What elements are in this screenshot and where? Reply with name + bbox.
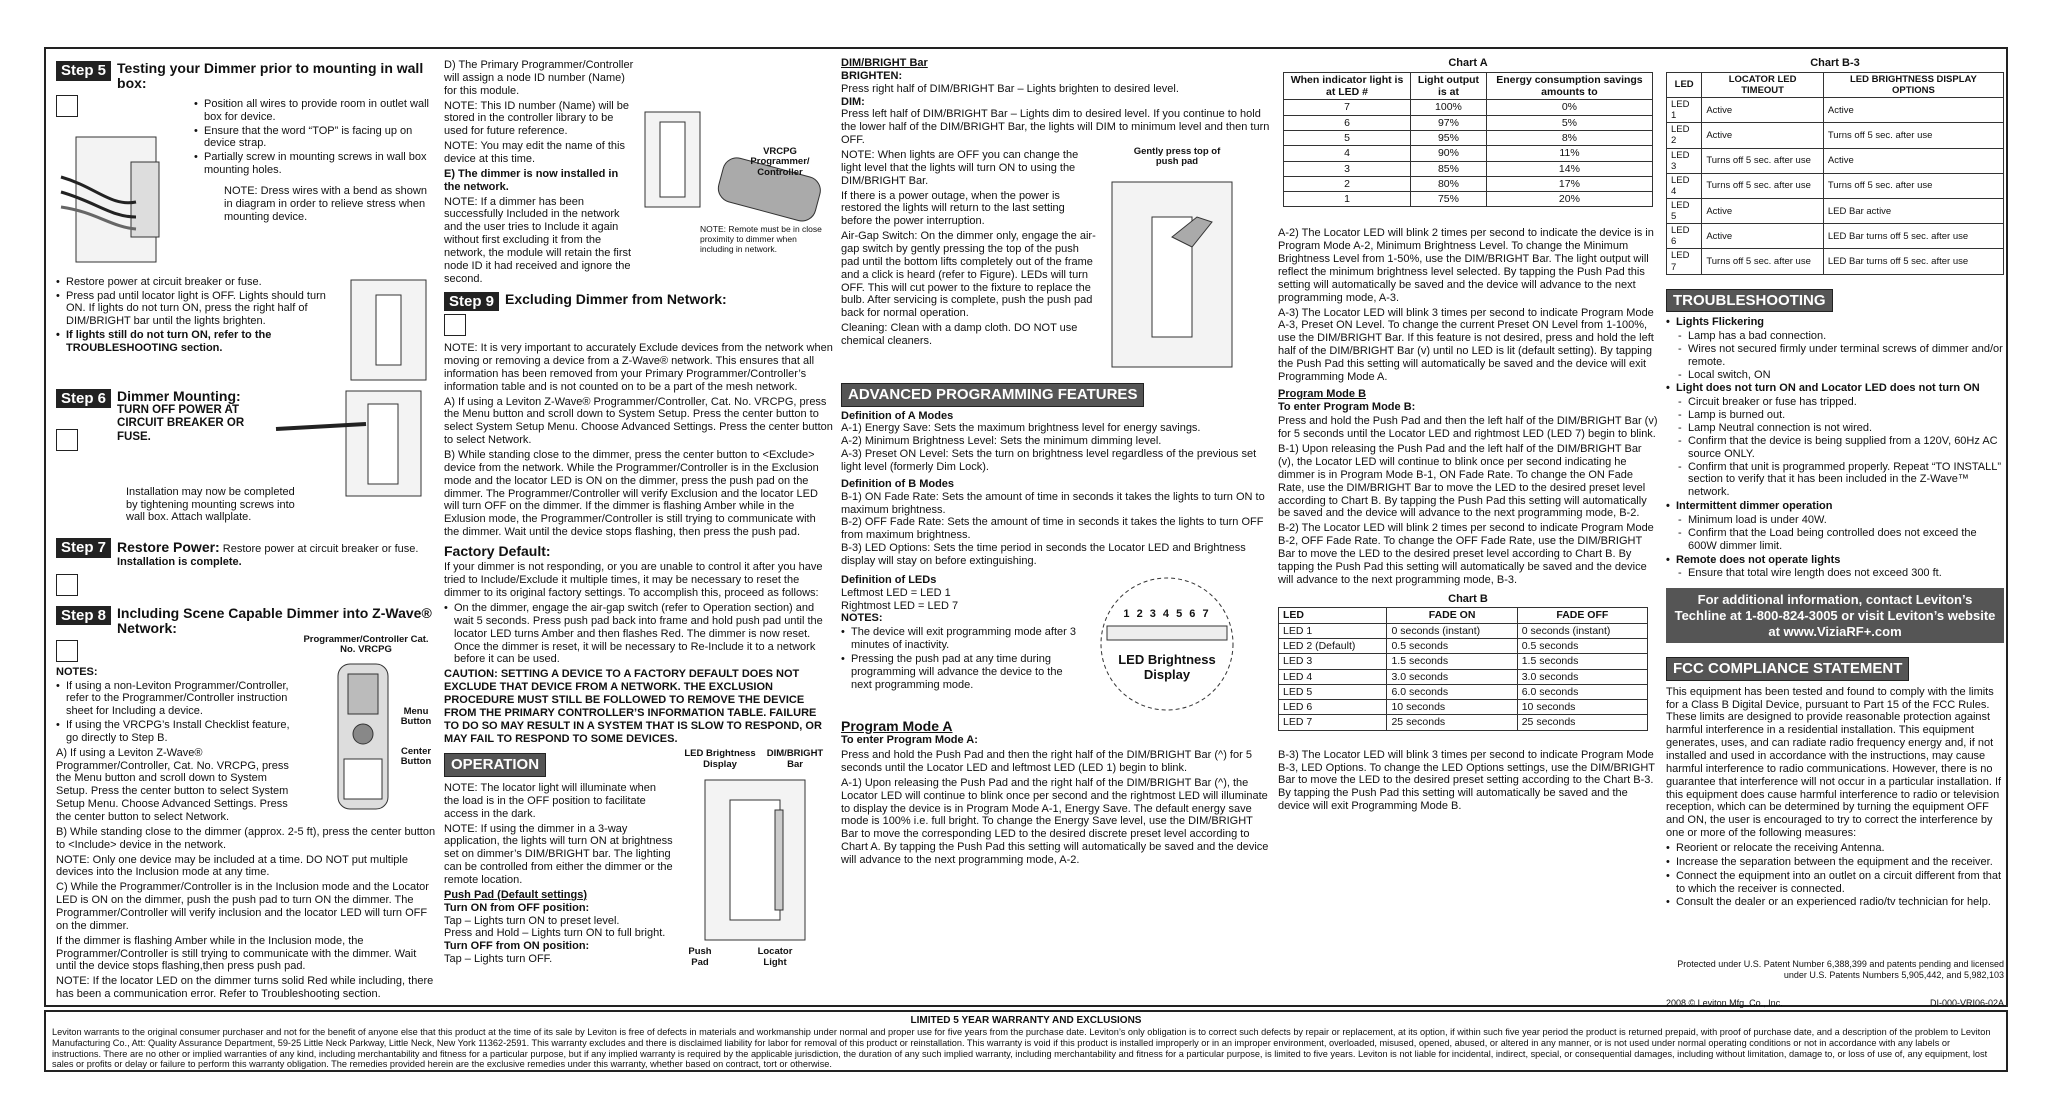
chart-a-cell: 0%: [1486, 100, 1652, 115]
led-brightness-display-diagram: [1082, 574, 1252, 714]
step5-header: [56, 61, 436, 92]
dim-heading: DIM:: [841, 95, 865, 108]
factory-default-heading: Factory Default:: [444, 543, 551, 560]
center-button-label: Center Button: [400, 745, 432, 768]
trouble-1-item: - Wires not secured firmly under terminal screws of dimmer and/or remote.: [1678, 343, 2004, 369]
turn-on-hold: Press and Hold – Lights turn ON to full bright.: [444, 927, 666, 940]
chart-b3-row: [1667, 224, 2004, 249]
step7-header: [56, 538, 436, 571]
chart-b-row: [1279, 669, 1648, 684]
caution-text: CAUTION: SETTING A DEVICE TO A FACTORY DEFAULT DOES NOT EXCLUDE THAT DEVICE FROM A NETWORK. THE EXCLUSION PROCEDURE MUST STILL BE FOLLOWED TO REMOVE THE DEVICE FROM THE PRIMARY CONTROLLER’S INFORMATION TABLE. FAILURE TO DO SO MAY RESULT IN A SYSTEM THAT IS SLOW TO RESPOND, OR MAY FAIL TO RESPOND TO SOME DEVICES.: [444, 668, 822, 745]
trouble-2-item: - Confirm that unit is programmed properly. Repeat “TO INSTALL” section to verify that it has been included in the Z-Wave™ network.: [1678, 461, 2004, 500]
chart-a-cell: 4: [1284, 146, 1411, 161]
led-display-label: LED Brightness Display: [684, 748, 756, 770]
chart-b-cell: 6.0 seconds: [1517, 684, 1647, 699]
locator-light-label: Locator Light: [757, 946, 793, 968]
chart-b-cell: 10 seconds: [1387, 700, 1517, 715]
brighten-heading: BRIGHTEN:: [841, 69, 903, 82]
chart-b-cell: LED 2 (Default): [1279, 639, 1387, 654]
column-2: [444, 57, 834, 972]
prog-notes-heading: NOTES:: [841, 612, 883, 625]
step8-header: [56, 606, 436, 637]
chart-b3-cell: Turns off 5 sec. after use: [1823, 173, 2003, 198]
step8-c-note: NOTE: If the locator LED on the dimmer turns solid Red while including, there has been a communication error. Refer to Troubleshooting section.: [56, 975, 434, 1001]
led-numbers: 1 2 3 4 5 6 7: [1123, 607, 1211, 620]
chart-b3-row: [1667, 198, 2004, 223]
chart-b-cell: 0 seconds (instant): [1517, 623, 1647, 638]
led-display-caption: LED Brightness Display: [1118, 651, 1216, 683]
chart-b3-table: [1666, 72, 2004, 275]
chart-b-cell: 0.5 seconds: [1387, 639, 1517, 654]
mode-b2: B-2) The Locator LED will blink 2 times per second to indicate Program Mode B-2, OFF Fade Rate. To change the OFF Fade Rate, use the DIM/BRIGHT Bar to move the LED to the desired preset level according to Chart B. By tapping the Push Pad this setting will automatically be saved and the device will advance to the next programming mode, B-3.: [1278, 522, 1654, 586]
wallbox-wiring-diagram: [56, 117, 186, 267]
step8-tag: Step 8: [56, 606, 111, 626]
push-pad-label: Push Pad: [688, 946, 712, 968]
dim-note: NOTE: When lights are OFF you can change the light level that the lights will turn ON to using the DIM/BRIGHT Bar.: [841, 149, 1079, 187]
step6-title: Dimmer Mounting:: [117, 387, 241, 404]
chart-a-cell: 75%: [1411, 192, 1487, 207]
chart-b-title: Chart B: [1448, 592, 1488, 605]
operation-heading: OPERATION: [444, 753, 546, 777]
step8-d-note2: NOTE: You may edit the name of this device at this time.: [444, 140, 625, 166]
troubleshooting-heading: TROUBLESHOOTING: [1666, 289, 1833, 313]
dimmer-wallplate-diagram: [336, 275, 436, 385]
mode-b3: B-3) The Locator LED will blink 3 times per second to indicate Program Mode B-3, LED Options. To change the LED Options settings, use the DIM/BRIGHT Bar to move the LED to the desired preset setting according to the Chart B-3. By tapping the Push Pad this setting will automatically be saved and the device will exit Programming Mode B.: [1278, 748, 1655, 813]
trouble-1-item: - Lamp has a bad connection.: [1678, 330, 2004, 343]
def-b2: B-2) OFF Fade Rate: Sets the amount of time in seconds it takes the lights to turn OFF from maximum brightness.: [841, 516, 1264, 542]
chart-a-header: Light output is at: [1411, 72, 1487, 100]
chart-b3-cell: Active: [1702, 123, 1824, 148]
step5-bullet: • Position all wires to provide room in outlet wall box for device.: [194, 98, 436, 124]
mode-a3: A-3) The Locator LED will blink 3 times per second to indicate Program Mode A-3, Preset ON Level. To change the current Preset ON Level from 1-100%, use the DIM/BRIGHT Bar. If this feature is not desired, press and hold the left half of the DIM/BRIGHT Bar (v) until no LED is lit (default setting). By tapping the Push Pad this setting will automatically be saved and the device will exit Programming Mode A.: [1278, 306, 1654, 383]
chart-b3-header: LED BRIGHTNESS DISPLAY OPTIONS: [1823, 72, 2003, 97]
step5-title: Testing your Dimmer prior to mounting in wall box:: [117, 60, 424, 92]
step8-b-note: NOTE: Only one device may be included at a time. DO NOT put multiple devices into the Inclusion mode at any time.: [56, 853, 408, 879]
step5-bullet: • Ensure that the word “TOP” is facing up on device strap.: [194, 125, 436, 151]
power-outage-text: If there is a power outage, when the power is restored the lights will return to the last setting before the power interruption.: [841, 189, 1065, 228]
step7-text: Restore power at circuit breaker or fuse.: [222, 543, 419, 556]
turn-on-tap: Tap – Lights turn ON to preset level.: [444, 914, 620, 927]
program-mode-b-enter-heading: To enter Program Mode B:: [1278, 400, 1416, 413]
step5-tag: Step 5: [56, 61, 111, 81]
step8-checkbox[interactable]: [56, 640, 78, 662]
trouble-3-item: - Minimum load is under 40W.: [1678, 514, 2004, 527]
chart-b-row: [1279, 684, 1648, 699]
chart-a-cell: 3: [1284, 161, 1411, 176]
chart-b-header: LED: [1279, 608, 1387, 623]
turn-on-heading: Turn ON from OFF position:: [444, 901, 590, 914]
chart-b3-cell: Turns off 5 sec. after use: [1823, 123, 2003, 148]
dim-bright-label: DIM/BRIGHT Bar: [766, 748, 824, 770]
operation-note2: NOTE: If using the dimmer in a 3-way application, the lights will turn ON at brightness set on dimmer’s DIM/BRIGHT bar. The lighting can be controlled from either the dimmer or the remote location.: [444, 822, 673, 887]
chart-b-row: [1279, 623, 1648, 638]
step8-c: C) While the Programmer/Controller is in the Inclusion mode and the Locator LED is ON on the dimmer, push the push pad to turn ON the dimmer. The Programmer/Controller will verify inclusion and the locator LED will turn OFF on the dimmer.: [56, 881, 429, 932]
chart-b3-header: LOCATOR LED TIMEOUT: [1702, 72, 1824, 97]
step6-text: Installation may now be completed by tightening mounting screws into wall box. Attach wallplate.: [126, 485, 295, 524]
fcc-item: • Consult the dealer or an experienced radio/tv technician for help.: [1666, 896, 2004, 909]
trouble-3-item: - Confirm that the Load being controlled does not exceed the 600W dimmer limit.: [1678, 527, 2004, 553]
def-led2: Rightmost LED = LED 7: [841, 599, 959, 612]
trouble-1-heading: • Lights Flickering: [1666, 316, 2004, 329]
step8-title: Including Scene Capable Dimmer into Z-Wave® Network:: [117, 604, 432, 637]
trouble-2-item: - Lamp Neutral connection is not wired.: [1678, 422, 2004, 435]
step7-title: Restore Power:: [117, 539, 220, 556]
def-b3: B-3) LED Options: Sets the time period in seconds the Locator LED and Brightness display will stay on before extinguishing.: [841, 542, 1246, 568]
document-number: DI-000-VRI06-02A: [1929, 998, 2004, 1009]
advanced-programming-heading: ADVANCED PROGRAMMING FEATURES: [841, 383, 1144, 407]
dimmer-mounting-diagram: [266, 389, 436, 499]
fcc-item: • Reorient or relocate the receiving Antenna.: [1666, 842, 2004, 855]
chart-b3-cell: Active: [1823, 148, 2003, 173]
column-1: [56, 57, 436, 1003]
program-mode-a-enter-heading: To enter Program Mode A:: [841, 734, 978, 747]
chart-b3-cell: Active: [1702, 198, 1824, 223]
chart-a-cell: 17%: [1486, 176, 1652, 191]
step6-tag: Step 6: [56, 389, 111, 409]
chart-b3-cell: LED 3: [1667, 148, 1702, 173]
chart-b3-cell: Active: [1702, 98, 1824, 123]
step5-bullet2: • Restore power at circuit breaker or fuse.: [56, 276, 330, 289]
step9-header: [444, 292, 834, 312]
step8-note: • If using the VRCPG’s Install Checklist feature, go directly to Step B.: [56, 719, 296, 745]
chart-b-cell: 25 seconds: [1387, 715, 1517, 730]
column-4: [1278, 57, 1658, 815]
chart-b-row: [1279, 639, 1648, 654]
step8-d: D) The Primary Programmer/Controller will assign a node ID number (Name) for this module.: [444, 59, 634, 97]
chart-a-row: [1284, 100, 1653, 115]
chart-a-cell: 8%: [1486, 130, 1652, 145]
chart-b-cell: 10 seconds: [1517, 700, 1647, 715]
step6-checkbox[interactable]: [56, 429, 78, 451]
programmer-label: Programmer/Controller Cat. No. VRCPG: [303, 633, 429, 656]
step8-d-note1: NOTE: This ID number (Name) will be stored in the controller library to be used for future reference.: [444, 99, 630, 138]
trouble-3-heading: • Intermittent dimmer operation: [1666, 500, 2004, 513]
column-3: [841, 57, 1271, 869]
air-gap-diagram: [1102, 177, 1272, 377]
step9-tag: Step 9: [444, 292, 499, 312]
chart-b-header: FADE ON: [1387, 608, 1517, 623]
chart-b3-row: [1667, 148, 2004, 173]
program-mode-a-heading: Program Mode A: [841, 717, 953, 734]
def-led-heading: Definition of LEDs: [841, 573, 937, 586]
chart-b-cell: LED 4: [1279, 669, 1387, 684]
step8-a: A) If using a Leviton Z-Wave® Programmer/Controller, Cat. No. VRCPG, press the Menu button and scroll down to System Setup. Press the center button to select System Setup Menu. Choose Advanced Settings. Press the center button to select Network.: [56, 746, 289, 824]
warranty-title: LIMITED 5 YEAR WARRANTY AND EXCLUSIONS: [910, 1015, 1142, 1026]
dim-text: Press left half of DIM/BRIGHT Bar – Lights dim to desired level. If you continue to hold the lower half of the DIM/BRIGHT Bar, the lights will DIM to minimum level and then turn OFF.: [841, 108, 1270, 147]
turn-off-tap: Tap – Lights turn OFF.: [444, 953, 553, 966]
programmer-controller-diagram: [296, 659, 436, 819]
patent-text: Protected under U.S. Patent Number 6,388,399 and patents pending and licensed under U.S. Patents Numbers 5,905,442, and 5,982,103: [1677, 959, 2004, 980]
program-mode-a-enter: Press and hold the Push Pad and then the right half of the DIM/BRIGHT Bar (^) for 5 seconds until the Locator LED and leftmost LED (LED 1) begin to blink.: [841, 749, 1252, 774]
chart-a-cell: 85%: [1411, 161, 1487, 176]
def-a-heading: Definition of A Modes: [841, 409, 954, 422]
chart-b3-cell: LED 7: [1667, 249, 1702, 274]
chart-b3-cell: LED 5: [1667, 198, 1702, 223]
step7-tag: Step 7: [56, 538, 111, 558]
chart-b-cell: 1.5 seconds: [1517, 654, 1647, 669]
chart-b3-row: [1667, 98, 2004, 123]
techline-banner: For additional information, contact Leviton’s Techline at 1-800-824-3005 or visit Leviton’s website at www.ViziaRF+.com: [1666, 588, 2004, 643]
chart-b3-cell: Turns off 5 sec. after use: [1702, 249, 1824, 274]
fcc-item: • Connect the equipment into an outlet on a circuit different from that to which the receiver is connected.: [1666, 870, 2004, 896]
gently-press-label: Gently press top of push pad: [1133, 146, 1221, 168]
chart-b3-title: Chart B-3: [1810, 57, 1860, 69]
step9-b: B) While standing close to the dimmer, press the center button to <Exclude> device from the network. While the Programmer/Controller is in the Exclusion mode and the locator LED is ON on the dimmer, press the push pad on the dimmer. The Programmer/Controller will verify Exclusion and the locator LED will turn OFF on the dimmer. If the dimmer is flashing Amber while in the Exlusion mode, the Programmer/Controller is still trying to communicate with the dimmer. Wait until the device stops flashing, then press the push pad.: [444, 449, 819, 539]
chart-a-cell: 14%: [1486, 161, 1652, 176]
cleaning-text: Cleaning: Clean with a damp cloth. DO NOT use chemical cleaners.: [841, 322, 1078, 348]
warranty-text: Leviton warrants to the original consumer purchaser and not for the benefit of anyone else that this product at the time of its sale by Leviton is free of defects in materials and workmanship under normal and proper use for five years from the purchase date. Leviton’s only obligation is to correct such defects by repair or replacement, at its option, if within such five year period the product is returned prepaid, with proof of purchase date, and a description of the problem to Leviton Manufacturing Co., Att: Quality Assurance Department, 59-25 Little Neck Parkway, Little Neck, New York 11362-2591. This warranty excludes and there is disclaimed liability for labor for removal of this product or reinstallation. This warranty is void if this product is installed improperly or in an improper environment, overloaded, misused, opened, abused, or altered in any manner, or is not used under normal operating conditions or not in accordance with any labels or instructions. There are no other or implied warranties of any kind, including merchantability and fitness for a particular purpose, but if any implied warranty is required by the applicable jurisdiction, the duration of any such implied warranty, including merchantability and fitness for a particular purpose, is limited to five years. Leviton is not liable for incidental, indirect, special, or consequential damages, including without limitation, damage to, or loss of use of, any equipment, lost sales or profits or delay or failure to perform this warranty obligation. The remedies provided herein are the exclusive remedies under this warranty, whether based on contract, tort or otherwise.: [52, 1026, 1991, 1070]
mode-a2: A-2) The Locator LED will blink 2 times per second to indicate the device is in Program Mode A-2, Minimum Brightness Level. To change the Minimum Brightness Level from 1-50%, use the DIM/BRIGHT Bar. The light output will reflect the minimum brightness level selected. By tapping the Push Pad this setting will automatically be saved and the device will advance to the next programming mode, A-3.: [1278, 227, 1654, 304]
chart-b3-header: LED: [1667, 72, 1702, 97]
def-a3: A-3) Preset ON Level: Sets the turn on brightness level regardless of the previous set light level (formerly Dim Lock).: [841, 448, 1257, 473]
step5-bullet: • Partially screw in mounting screws in wall box mounting holes.: [194, 151, 436, 177]
step9-checkbox[interactable]: [444, 314, 466, 336]
step6-header: [56, 389, 436, 499]
step7-checkbox[interactable]: [56, 574, 78, 596]
step9-note: NOTE: It is very important to accurately Exclude devices from the network when moving or removing a device from a Z-Wave® network. This ensures that all information has been removed from your Primary Programmer/Controller’s information table and is not counted on to be a part of the mesh network.: [444, 342, 833, 393]
prog-note: • Pressing the push pad at any time during programming will advance the device to the next programming mode.: [841, 653, 1076, 692]
prog-note: • The device will exit programming mode after 3 minutes of inactivity.: [841, 626, 1076, 652]
chart-a-row: [1284, 192, 1653, 207]
chart-b-row: [1279, 700, 1648, 715]
chart-b-cell: 6.0 seconds: [1387, 684, 1517, 699]
vrcpg-label: VRCPG Programmer/ Controller: [750, 146, 810, 178]
instruction-sheet: [44, 47, 2008, 1007]
step8-e: E) The dimmer is now installed in the network.: [444, 167, 619, 193]
chart-a-cell: 95%: [1411, 130, 1487, 145]
remote-proximity-note: NOTE: Remote must be in close proximity to dimmer when including in network.: [700, 224, 822, 254]
fcc-item: • Increase the separation between the equipment and the receiver.: [1666, 856, 2004, 869]
chart-a-cell: 2: [1284, 176, 1411, 191]
chart-b3-cell: LED 6: [1667, 224, 1702, 249]
chart-a-row: [1284, 146, 1653, 161]
chart-a-cell: 20%: [1486, 192, 1652, 207]
program-mode-a1: A-1) Upon releasing the Push Pad and the right half of the DIM/BRIGHT Bar (^), the Locator LED will continue to blink once per second and the rightmost LED will illuminate to display the device is in Program Mode A-1, Energy Save. The default energy save mode is 100% i.e. full bright. To change the Energy Save level, use the DIM/BRIGHT Bar to move the corresponding LED to the desired discrete preset level according to Chart A. By tapping the Push Pad this setting will automatically be saved and the device will advance to the next programming mode, A-2.: [841, 776, 1269, 866]
chart-a-table: [1283, 72, 1653, 208]
chart-a-cell: 80%: [1411, 176, 1487, 191]
operation-note1: NOTE: The locator light will illuminate when the load is in the OFF position to facilitate access in the dark.: [444, 782, 656, 820]
fcc-heading: FCC COMPLIANCE STATEMENT: [1666, 657, 1909, 681]
chart-b-cell: 0 seconds (instant): [1387, 623, 1517, 638]
chart-b3-cell: Turns off 5 sec. after use: [1702, 173, 1824, 198]
chart-b-cell: 3.0 seconds: [1517, 669, 1647, 684]
chart-b-table: [1278, 607, 1648, 730]
chart-b3-cell: Active: [1702, 224, 1824, 249]
chart-b3-cell: LED Bar active: [1823, 198, 2003, 223]
chart-a-row: [1284, 115, 1653, 130]
push-pad-heading: Push Pad (Default settings): [444, 888, 588, 901]
chart-b3-row: [1667, 173, 2004, 198]
menu-button-label: Menu Button: [400, 705, 432, 728]
dim-bright-heading: DIM/BRIGHT Bar: [841, 57, 928, 69]
trouble-2-item: - Lamp is burned out.: [1678, 409, 2004, 422]
chart-b3-row: [1667, 249, 2004, 274]
chart-a-header: Energy consumption savings amounts to: [1486, 72, 1652, 100]
chart-b-cell: LED 7: [1279, 715, 1387, 730]
step5-warning: • If lights still do not turn ON, refer to the TROUBLESHOOTING section.: [56, 329, 330, 355]
chart-a-cell: 11%: [1486, 146, 1652, 161]
program-mode-b-heading: Program Mode B: [1278, 387, 1367, 400]
chart-a-row: [1284, 176, 1653, 191]
chart-a-header: When indicator light is at LED #: [1284, 72, 1411, 100]
def-b1: B-1) ON Fade Rate: Sets the amount of time in seconds it takes the lights to turn ON to maximum brightness.: [841, 490, 1265, 516]
chart-a-cell: 6: [1284, 115, 1411, 130]
chart-a-cell: 1: [1284, 192, 1411, 207]
step7-complete: Installation is complete.: [117, 556, 242, 569]
chart-a-cell: 5: [1284, 130, 1411, 145]
step8-e-note: NOTE: If a dimmer has been successfully Included in the network and the user tries to Include it again without first excluding it from the network, the module will retain the first node ID it had received and ignore the second.: [444, 195, 632, 285]
trouble-2-item: - Confirm that the device is being supplied from a 120V, 60Hz AC source ONLY.: [1678, 435, 2004, 461]
copyright-text: 2008 © Leviton Mfg. Co., Inc.: [1666, 998, 1783, 1009]
step8-c2: If the dimmer is flashing Amber while in the Inclusion mode, the Programmer/Controller is still trying to communicate with the dimmer. Wait until the device stops flashing,then press push pad.: [56, 934, 417, 973]
turn-off-heading: Turn OFF from ON position:: [444, 940, 590, 953]
mode-b1: B-1) Upon releasing the Push Pad and the left half of the DIM/BRIGHT Bar (v), the Locator LED will continue to blink once per second indicating he dimmer is in Program Mode B-1, ON Fade Rate. To change the ON Fade Rate, use the DIM/BRIGHT Bar to move the LED to the desired preset level according to Chart B. By tapping the Push Pad this setting will automatically be saved and the device will advance to the next programming mode, B-2.: [1278, 443, 1647, 520]
dimmer-front-diagram: [680, 775, 830, 945]
chart-a-row: [1284, 161, 1653, 176]
chart-b3-cell: LED 4: [1667, 173, 1702, 198]
chart-a-cell: 100%: [1411, 100, 1487, 115]
chart-a-cell: 97%: [1411, 115, 1487, 130]
step8-b: B) While standing close to the dimmer (approx. 2-5 ft), press the center button to <Include> device in the network.: [56, 825, 436, 851]
trouble-1-item: - Local switch, ON: [1678, 369, 2004, 382]
def-a1: A-1) Energy Save: Sets the maximum brightness level for energy savings.: [841, 422, 1201, 435]
program-mode-b-enter: Press and hold the Push Pad and then the left half of the DIM/BRIGHT Bar (v) for 5 seconds until the Locator LED and rightmost LED (LED 7) begin to blink.: [1278, 415, 1658, 441]
chart-b-cell: 1.5 seconds: [1387, 654, 1517, 669]
chart-b3-cell: LED 1: [1667, 98, 1702, 123]
factory-default-bullet: • On the dimmer, engage the air-gap switch (refer to Operation section) and wait 5 seconds. Press push pad back into frame and hold push pad until the locator LED turns Amber and then flashes Red. The dimmer is now reset. Once the dimmer is reset, it will be necessary to Re-Include it to a network before it can be used.: [444, 602, 834, 666]
chart-b3-cell: LED Bar turns off 5 sec. after use: [1823, 224, 2003, 249]
step6-warning: TURN OFF POWER AT CIRCUIT BREAKER OR FUSE.: [117, 404, 245, 443]
trouble-4-heading: • Remote does not operate lights: [1666, 554, 2004, 567]
chart-b-cell: 0.5 seconds: [1517, 639, 1647, 654]
chart-a-cell: 90%: [1411, 146, 1487, 161]
chart-a-cell: 5%: [1486, 115, 1652, 130]
chart-b-cell: LED 1: [1279, 623, 1387, 638]
trouble-2-heading: • Light does not turn ON and Locator LED does not turn ON: [1666, 382, 2004, 395]
warranty-box: [44, 1010, 2008, 1072]
step9-a: A) If using a Leviton Z-Wave® Programmer/Controller, Cat. No. VRCPG, press the Menu button and scroll down to System Setup. Press the center button to select System Setup Menu. Choose Advanced Settings. Press the center button to select Network.: [444, 395, 833, 447]
chart-b3-cell: Turns off 5 sec. after use: [1702, 148, 1824, 173]
chart-b-row: [1279, 715, 1648, 730]
def-led1: Leftmost LED = LED 1: [841, 586, 951, 599]
step5-note: NOTE: Dress wires with a bend as shown in diagram in order to relieve stress when mounting device.: [224, 184, 427, 223]
trouble-2-item: - Circuit breaker or fuse has tripped.: [1678, 396, 2004, 409]
chart-b3-cell: Active: [1823, 98, 2003, 123]
step5-bullet2: • Press pad until locator light is OFF. Lights should turn ON. If lights do not turn ON, press the right half of DIM/BRIGHT bar until the lights brighten.: [56, 290, 330, 329]
chart-b3-cell: LED Bar turns off 5 sec. after use: [1823, 249, 2003, 274]
step9-title: Excluding Dimmer from Network:: [505, 290, 727, 307]
chart-b-row: [1279, 654, 1648, 669]
chart-a-title: Chart A: [1448, 57, 1488, 69]
factory-default-text: If your dimmer is not responding, or you are unable to control it after you have tried to Include/Exclude it multiple times, it may be necessary to reset the dimmer to its original factory settings. To accomplish this, proceed as follows:: [444, 561, 823, 600]
air-gap-text: Air-Gap Switch: On the dimmer only, engage the air-gap switch by gently pressing the top of the push pad until the bottom lifts completely out of the frame and a click is heard (refer to Figure). LEDs will turn OFF. This will cut power to the fixture to replace the bulb. After servicing is complete, push the push pad back for normal operation.: [841, 230, 1096, 320]
def-a2: A-2) Minimum Brightness Level: Sets the minimum dimming level.: [841, 435, 1162, 448]
chart-b-cell: 25 seconds: [1517, 715, 1647, 730]
trouble-4-item: - Ensure that total wire length does not exceed 300 ft.: [1678, 567, 2004, 580]
chart-b-cell: 3.0 seconds: [1387, 669, 1517, 684]
step5-checkbox[interactable]: [56, 95, 78, 117]
chart-a-row: [1284, 130, 1653, 145]
chart-b3-cell: LED 2: [1667, 123, 1702, 148]
step8-note: • If using a non-Leviton Programmer/Controller, refer to the Programmer/Controller instruction sheet for Including a device.: [56, 680, 296, 719]
step8-notes-heading: NOTES:: [56, 665, 98, 678]
chart-b3-row: [1667, 123, 2004, 148]
def-b-heading: Definition of B Modes: [841, 477, 955, 490]
fcc-text: This equipment has been tested and found to comply with the limits for a Class B Digital Device, pursuant to Part 15 of the FCC Rules. These limits are designed to provide reasonable protection against harmful interference in a residential installation. This equipment generates, uses, and can radiate radio frequency energy and, if not installed and used in accordance with the instructions, may cause harmful interference to radio communications. However, there is no guarantee that interference will not occur in a particular installation. If this equipment does cause harmful interference to radio or television reception, which can be determined by turning the equipment OFF and ON, the user is encouraged to try to correct the interference by one or more of the following measures:: [1666, 685, 2002, 840]
column-5: [1666, 57, 2004, 1009]
chart-b-cell: LED 6: [1279, 700, 1387, 715]
chart-b-header: FADE OFF: [1517, 608, 1647, 623]
chart-b-cell: LED 3: [1279, 654, 1387, 669]
brighten-text: Press right half of DIM/BRIGHT Bar – Lights brighten to desired level.: [841, 82, 1179, 95]
chart-a-cell: 7: [1284, 100, 1411, 115]
chart-b-cell: LED 5: [1279, 684, 1387, 699]
